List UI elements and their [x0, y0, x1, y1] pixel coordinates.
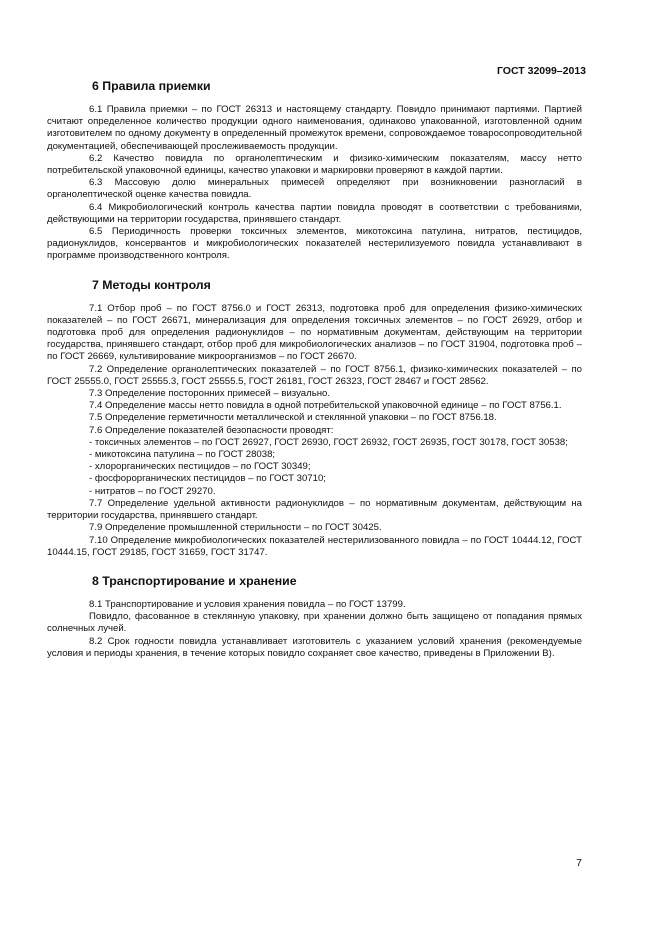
paragraph: 8.2 Срок годности повидла устанавливает изготовитель с указанием условий хранения (рекомендуемые условия и периоды хранения, в течение которых повидло сохраняет свое качество, приведены в Приложении В).: [47, 635, 582, 659]
section-title: 8 Транспортирование и хранение: [92, 573, 297, 588]
section-control-methods: [47, 277, 582, 559]
list-item: - токсичных элементов – по ГОСТ 26927, ГОСТ 26930, ГОСТ 26932, ГОСТ 26935, ГОСТ 30178, ГОСТ 30538;: [89, 436, 568, 448]
page-number: 7: [576, 857, 582, 869]
paragraph: 7.1 Отбор проб – по ГОСТ 8756.0 и ГОСТ 26313, подготовка проб для определения физико-химических показателей – по ГОСТ 26671, минерализация для определения токсичных элементов – по ГОСТ 26929, отбор и подготовка проб для определения радионуклидов – по нормативным документам, действующим на территории государства, принявшего стандарт, отбор проб для микробиологических анализов – по ГОСТ 31904, подготовка проб – по ГОСТ 26669, культивирование микроорганизмов – по ГОСТ 26670.: [47, 302, 582, 363]
list-item: - хлорорганических пестицидов – по ГОСТ 30349;: [89, 461, 311, 473]
document-code: ГОСТ 32099–2013: [496, 65, 586, 77]
paragraph: 7.4 Определение массы нетто повидла в одной потребительской упаковочной единице – по ГОСТ 8756.1.: [89, 400, 562, 412]
section-acceptance-rules: [47, 78, 582, 263]
paragraph: 7.3 Определение посторонних примесей – визуально.: [89, 388, 331, 400]
section-transport-storage: [47, 573, 582, 660]
list-item: - нитратов – по ГОСТ 29270.: [89, 485, 216, 497]
paragraph: 7.10 Определение микробиологических показателей нестерилизованного повидла – по ГОСТ 10444.12, ГОСТ 10444.15, ГОСТ 29185, ГОСТ 31659, ГОСТ 31747.: [47, 534, 582, 558]
list-item: - фосфорорганических пестицидов – по ГОСТ 30710;: [89, 473, 326, 485]
paragraph: Повидло, фасованное в стеклянную упаковку, при хранении должно быть защищено от попадания прямых солнечных лучей.: [47, 611, 582, 635]
page-content: [47, 78, 582, 674]
list-item: - микотоксина патулина – по ГОСТ 28038;: [89, 449, 276, 461]
paragraph: 6.4 Микробиологический контроль качества партии повидла проводят в соответствии с требованиями, действующими на территории государства, принявшего стандарт.: [47, 201, 582, 225]
paragraph: 7.6 Определение показателей безопасности проводят:: [89, 424, 334, 436]
paragraph: 7.2 Определение органолептических показателей – по ГОСТ 8756.1, физико-химических показателей – по ГОСТ 25555.0, ГОСТ 25555.3, ГОСТ 25555.5, ГОСТ 26181, ГОСТ 26323, ГОСТ 28467 и ГОСТ 28562.: [47, 363, 582, 387]
paragraph: 7.7 Определение удельной активности радионуклидов – по нормативным документам, действующим на территории государства, принявшего стандарт.: [47, 497, 582, 522]
paragraph: 6.1 Правила приемки – по ГОСТ 26313 и настоящему стандарту. Повидло принимают партиями. Партией считают определенное количество продукции одного наименования, одинаково упакованной, изготовленной одним изготовителем по одному документу в определенный промежуток времени, сопровождаемое товаросопроводительной документацией, обеспечивающей прослеживаемость продукции.: [47, 104, 582, 152]
paragraph: 7.5 Определение герметичности металлической и стеклянной упаковки – по ГОСТ 8756.18.: [89, 412, 497, 424]
paragraph: 6.2 Качество повидла по органолептическим и физико-химическим показателям, массу нетто потребительской упаковочной единицы, качество упаковки и маркировки проверяют в каждой партии.: [47, 152, 582, 177]
section-title: 6 Правила приемки: [92, 79, 211, 93]
section-title: 7 Методы контроля: [92, 277, 211, 292]
paragraph: 7.9 Определение промышленной стерильности – по ГОСТ 30425.: [89, 522, 382, 534]
paragraph: 8.1 Транспортирование и условия хранения повидла – по ГОСТ 13799.: [89, 598, 406, 610]
paragraph: 6.5 Периодичность проверки токсичных элементов, микотоксина патулина, нитратов, пестицидов, радионуклидов, консервантов и микробиологических показателей нестерилизуемого повидла устанавливают в программе производственного контроля.: [47, 226, 582, 262]
paragraph: 6.3 Массовую долю минеральных примесей определяют при возникновении разногласий в органолептической оценке качества повидла.: [47, 177, 582, 201]
